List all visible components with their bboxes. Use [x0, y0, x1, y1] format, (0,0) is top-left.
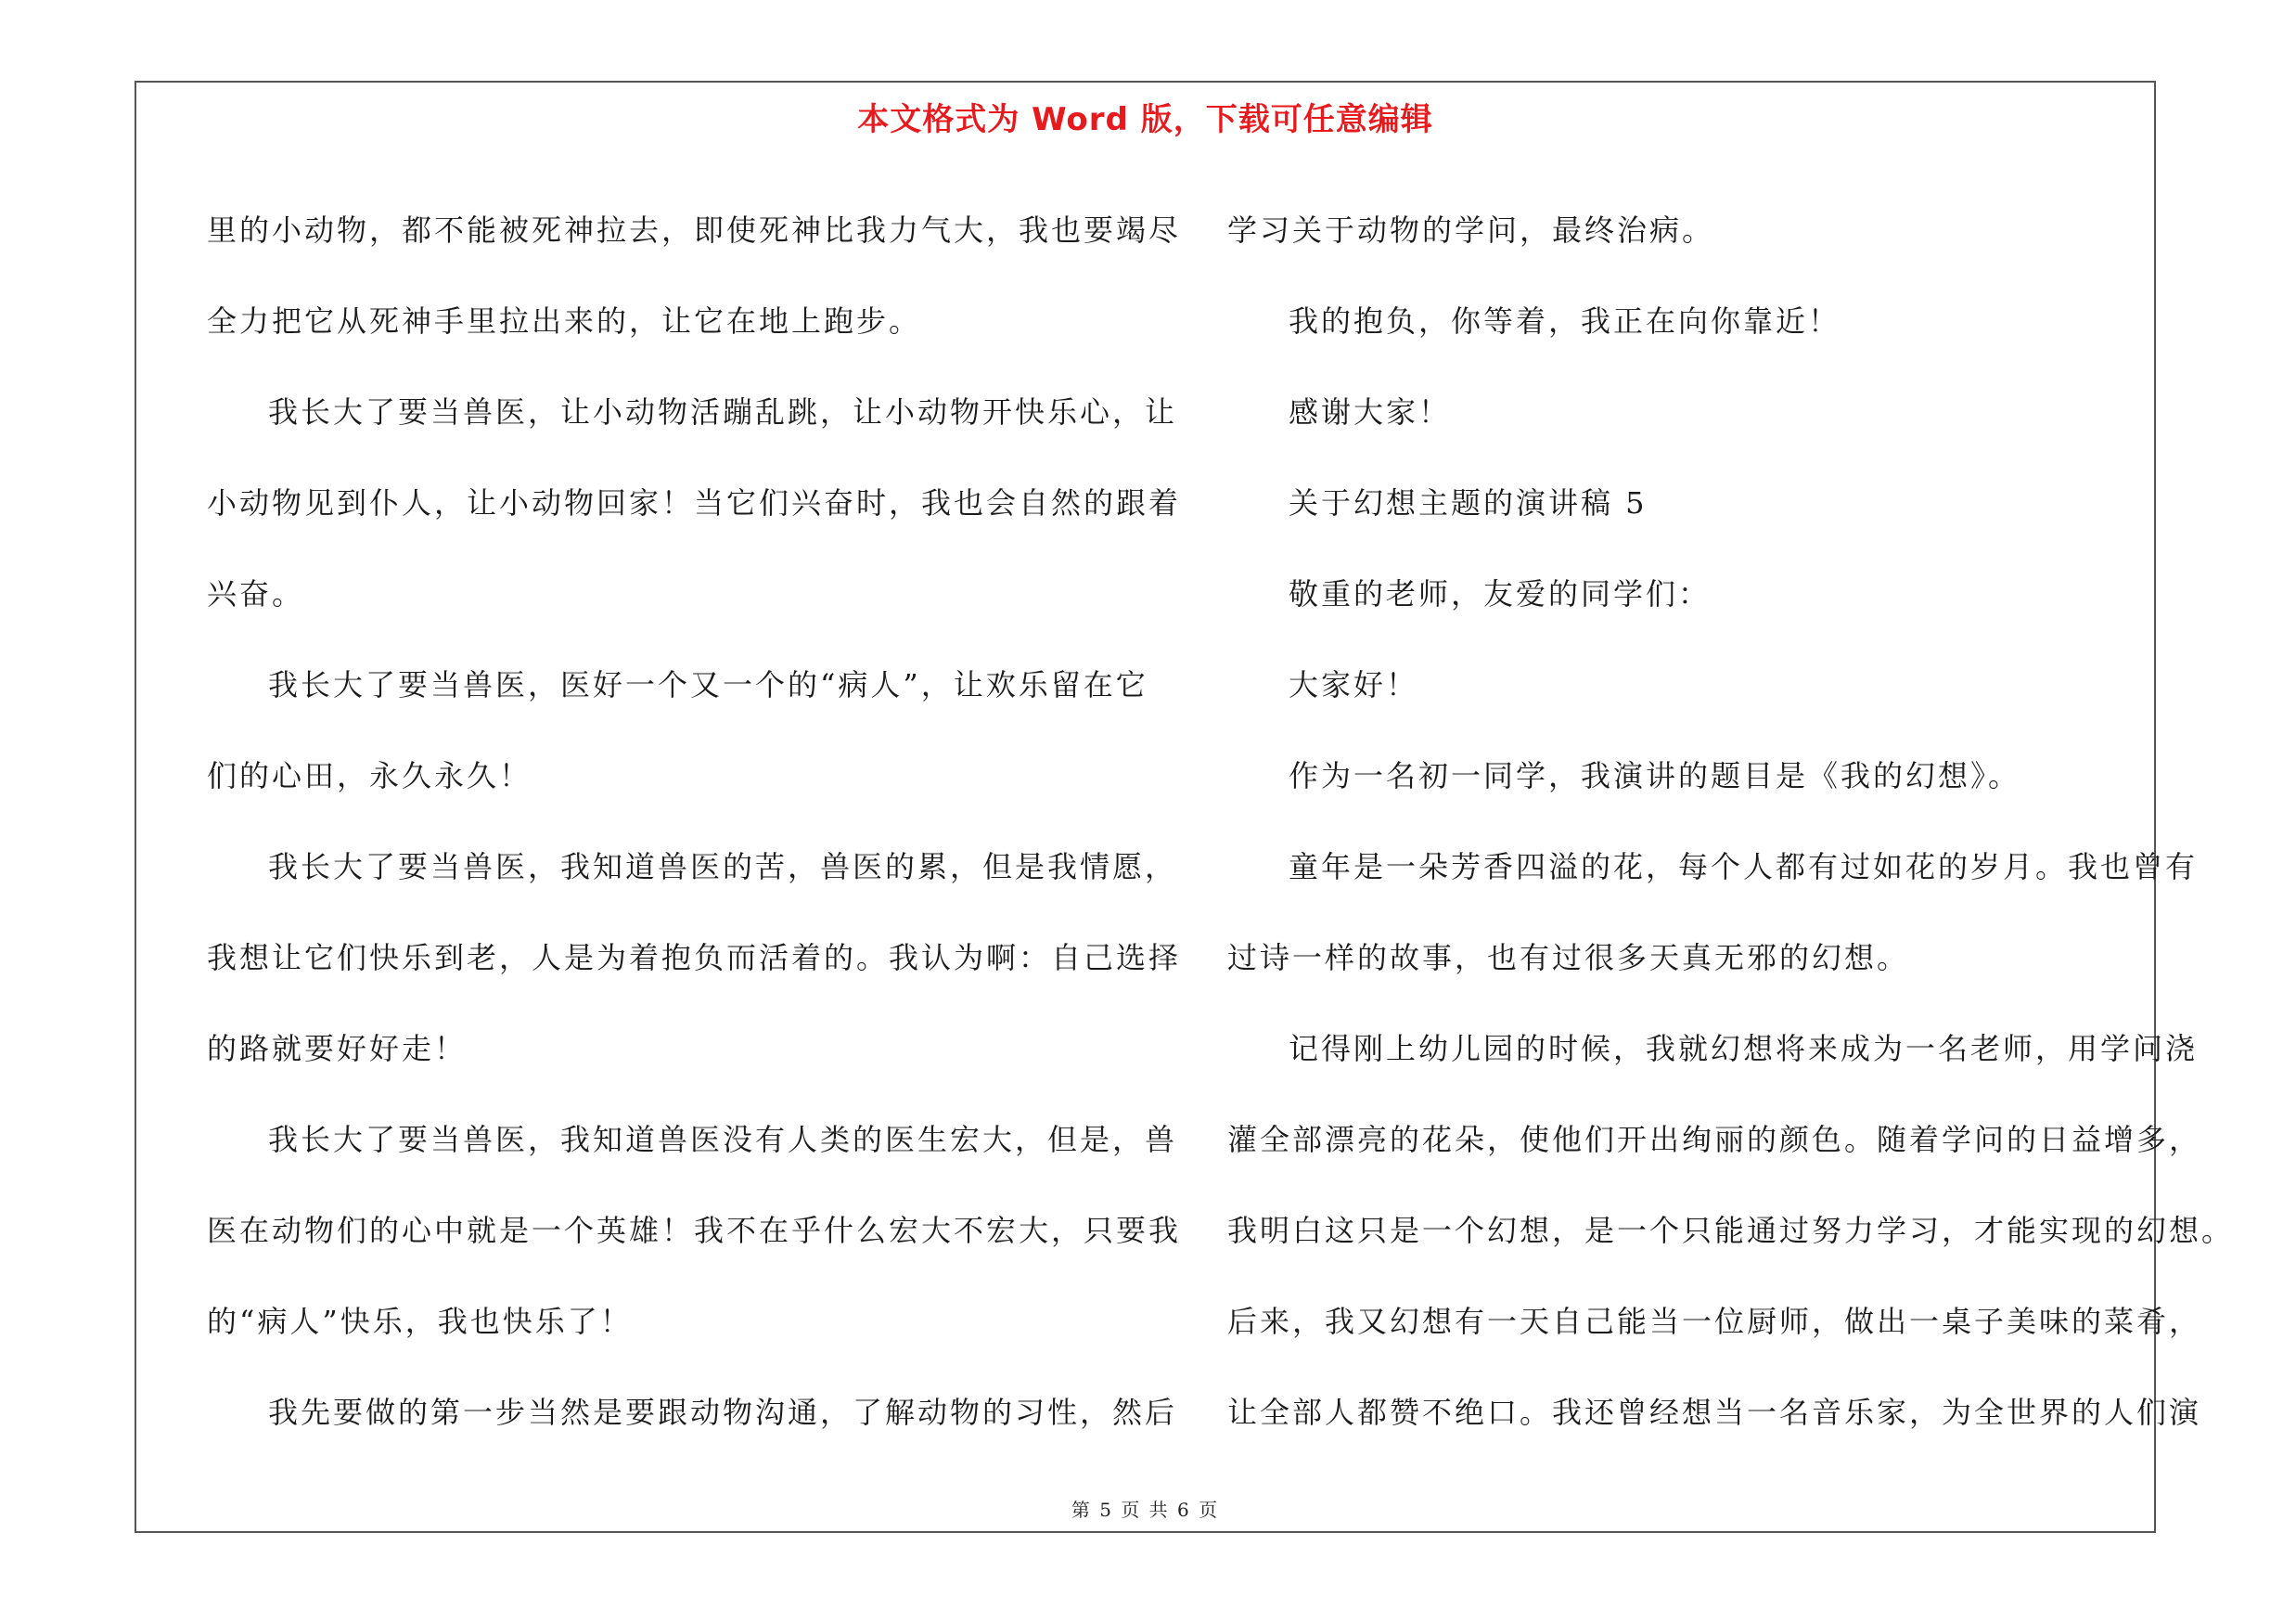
- left-column: [207, 185, 1182, 1458]
- text-line: 里的小动物，都不能被死神拉去，即使死神比我力气大，我也要竭尽: [207, 213, 1182, 248]
- text-line: 医在动物们的心中就是一个英雄！我不在乎什么宏大不宏大，只要我: [207, 1213, 1182, 1248]
- text-line: 我长大了要当兽医，医好一个又一个的“病人”，让欢乐留在它: [268, 667, 1148, 702]
- text-line: 敬重的老师，友爱的同学们：: [1289, 576, 1712, 612]
- text-line: 我明白这只是一个幻想，是一个只能通过努力学习，才能实现的幻想。: [1227, 1213, 2235, 1248]
- text-line: 我先要做的第一步当然是要跟动物沟通，了解动物的习性，然后: [268, 1395, 1178, 1430]
- text-line: 们的心田，永久永久！: [207, 758, 532, 793]
- text-line: 的“病人”快乐，我也快乐了！: [207, 1304, 633, 1339]
- text-line: 小动物见到仆人，让小动物回家！当它们兴奋时，我也会自然的跟着: [207, 485, 1182, 521]
- right-column: [1227, 185, 2235, 1458]
- text-line: 关于幻想主题的演讲稿 5: [1289, 485, 1648, 521]
- text-line: 我长大了要当兽医，我知道兽医的苦，兽医的累，但是我情愿，: [268, 849, 1178, 884]
- page-frame: [135, 81, 2235, 1533]
- text-line: 大家好！: [1289, 667, 1419, 702]
- text-line: 学习关于动物的学问，最终治病。: [1227, 213, 1715, 248]
- text-line: 让全部人都赞不绝口。我还曾经想当一名音乐家，为全世界的人们演: [1227, 1395, 2202, 1430]
- page-number: 第 5 页 共 6 页: [1071, 1499, 1220, 1521]
- text-line: 兴奋。: [207, 576, 305, 612]
- document-banner: 本文格式为 Word 版，下载可任意编辑: [857, 101, 1433, 138]
- text-line: 童年是一朵芳香四溢的花，每个人都有过如花的岁月。我也曾有: [1289, 849, 2199, 884]
- text-line: 我长大了要当兽医，我知道兽医没有人类的医生宏大，但是，兽: [268, 1122, 1178, 1157]
- text-line: 后来，我又幻想有一天自己能当一位厨师，做出一桌子美味的菜肴，: [1227, 1304, 2202, 1339]
- text-line: 全力把它从死神手里拉出来的，让它在地上跑步。: [207, 303, 922, 339]
- text-line: 我的抱负，你等着，我正在向你靠近！: [1289, 303, 1841, 339]
- text-line: 感谢大家！: [1289, 394, 1452, 430]
- text-line: 的路就要好好走！: [207, 1031, 468, 1066]
- text-line: 作为一名初一同学，我演讲的题目是《我的幻想》。: [1289, 758, 2021, 793]
- text-line: 我长大了要当兽医，让小动物活蹦乱跳，让小动物开快乐心，让: [268, 394, 1178, 430]
- text-line: 记得刚上幼儿园的时候，我就幻想将来成为一名老师，用学问浇: [1289, 1031, 2199, 1066]
- text-line: 过诗一样的故事，也有过很多天真无邪的幻想。: [1227, 940, 1910, 975]
- text-line: 灌全部漂亮的花朵，使他们开出绚丽的颜色。随着学问的日益增多，: [1227, 1122, 2202, 1157]
- text-line: 我想让它们快乐到老，人是为着抱负而活着的。我认为啊：自己选择: [207, 940, 1182, 975]
